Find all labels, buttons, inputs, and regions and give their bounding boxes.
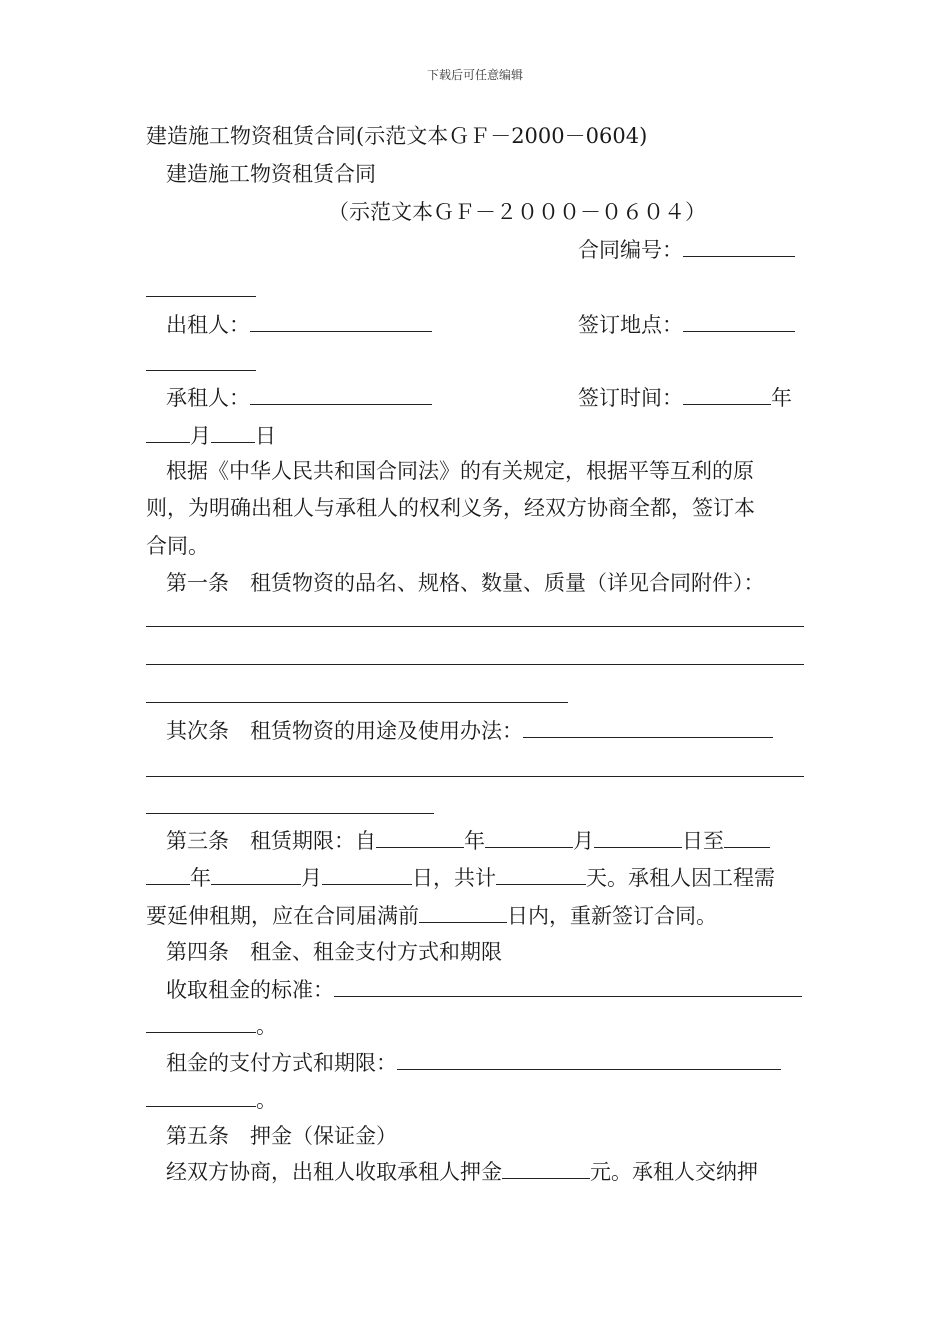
- extension-text: 要延伸租期，应在合同届满前: [146, 904, 419, 928]
- contract-number-label: 合同编号：: [578, 238, 683, 262]
- article-1-field-line-2[interactable]: [146, 664, 804, 665]
- lessor-row: [166, 311, 432, 339]
- until-label: 日至: [682, 829, 724, 853]
- sign-place-label: 签订地点：: [578, 313, 683, 337]
- end-year-field[interactable]: [724, 827, 770, 848]
- period-mark: 。: [256, 1014, 277, 1038]
- end-day-label: 日: [412, 866, 433, 890]
- rent-payment-field[interactable]: [397, 1049, 781, 1070]
- start-month-label: 月: [573, 829, 594, 853]
- lessee-field[interactable]: [250, 384, 432, 405]
- deposit-text-end: 元。承租人交纳押: [590, 1160, 758, 1184]
- contract-number-field-cont[interactable]: [146, 296, 256, 297]
- lessee-label: 承租人：: [166, 386, 250, 410]
- article-4: 第四条 租金、租金支付方式和期限: [166, 940, 502, 964]
- article-3-row-1: [166, 827, 770, 855]
- period-mark-2: 。: [256, 1088, 277, 1112]
- extension-days-field[interactable]: [419, 902, 507, 923]
- deposit-amount-field[interactable]: [502, 1158, 590, 1179]
- intro-line-1: 根据《中华人民共和国合同法》的有关规定，根据平等互利的原: [166, 459, 754, 483]
- article-2-field-line-2[interactable]: [146, 776, 804, 777]
- intro-line-3: 合同。: [146, 534, 209, 558]
- start-day-field[interactable]: [594, 827, 682, 848]
- rent-standard-field-cont[interactable]: [146, 1012, 256, 1033]
- sign-place-row: [578, 311, 795, 339]
- article-2-field[interactable]: [523, 717, 773, 738]
- total-days-field[interactable]: [496, 864, 586, 885]
- article-1-field-line-3[interactable]: [146, 702, 568, 703]
- rent-payment-row: [166, 1049, 781, 1077]
- total-label: ，共计: [433, 866, 496, 890]
- article-2: 其次条 租赁物资的用途及使用办法：: [166, 719, 523, 743]
- rent-standard-row: [166, 976, 802, 1004]
- rent-payment-row-2: [146, 1086, 277, 1114]
- document-title: 建造施工物资租赁合同(示范文本ＧＦ－2000－0604): [146, 124, 648, 148]
- end-day-field[interactable]: [322, 864, 412, 885]
- lessee-row: [166, 384, 432, 412]
- article-3-days-text: 天。承租人因工程需: [586, 866, 775, 890]
- article-5: 第五条 押金（保证金）: [166, 1124, 397, 1148]
- contract-title: 建造施工物资租赁合同: [166, 162, 376, 186]
- page-header: 下载后可任意编辑: [426, 68, 523, 82]
- rent-standard-label: 收取租金的标准：: [166, 978, 334, 1002]
- start-month-field[interactable]: [485, 827, 573, 848]
- rent-standard-row-2: [146, 1012, 277, 1040]
- sign-date-row: [146, 422, 276, 450]
- deposit-row: [166, 1158, 758, 1186]
- article-3-row-3: [146, 902, 717, 930]
- contract-number-row: [578, 236, 795, 264]
- rent-standard-field[interactable]: [334, 976, 802, 997]
- extension-text-end: 日内，重新签订合同。: [507, 904, 717, 928]
- article-3-row-2: [146, 864, 775, 892]
- sign-month-field[interactable]: [146, 422, 190, 443]
- contract-number-field[interactable]: [683, 236, 795, 257]
- day-label: 日: [255, 424, 276, 448]
- year-label: 年: [771, 386, 792, 410]
- sign-year-field[interactable]: [683, 384, 771, 405]
- month-label: 月: [190, 424, 211, 448]
- intro-line-2: 则，为明确出租人与承租人的权利义务，经双方协商全都，签订本: [146, 496, 755, 520]
- end-year-field-cont[interactable]: [146, 864, 190, 885]
- start-year-field[interactable]: [376, 827, 464, 848]
- end-month-field[interactable]: [211, 864, 301, 885]
- contract-subtitle: （示范文本ＧＦ－２０００－０６０４）: [328, 200, 706, 224]
- article-1: 第一条 租赁物资的品名、规格、数量、质量（详见合同附件）：: [166, 571, 765, 595]
- sign-place-field-cont[interactable]: [146, 370, 256, 371]
- end-month-label: 月: [301, 866, 322, 890]
- article-2-field-line-3[interactable]: [146, 813, 434, 814]
- start-year-label: 年: [464, 829, 485, 853]
- rent-payment-label: 租金的支付方式和期限：: [166, 1051, 397, 1075]
- article-2-row: [166, 717, 773, 745]
- lessor-field[interactable]: [250, 311, 432, 332]
- end-year-label: 年: [190, 866, 211, 890]
- sign-time-label: 签订时间：: [578, 386, 683, 410]
- article-1-field-line-1[interactable]: [146, 626, 804, 627]
- article-3-label: 第三条 租赁期限：自: [166, 829, 376, 853]
- sign-time-row: [578, 384, 792, 412]
- lessor-label: 出租人：: [166, 313, 250, 337]
- deposit-text: 经双方协商，出租人收取承租人押金: [166, 1160, 502, 1184]
- rent-payment-field-cont[interactable]: [146, 1086, 256, 1107]
- sign-place-field[interactable]: [683, 311, 795, 332]
- sign-day-field[interactable]: [211, 422, 255, 443]
